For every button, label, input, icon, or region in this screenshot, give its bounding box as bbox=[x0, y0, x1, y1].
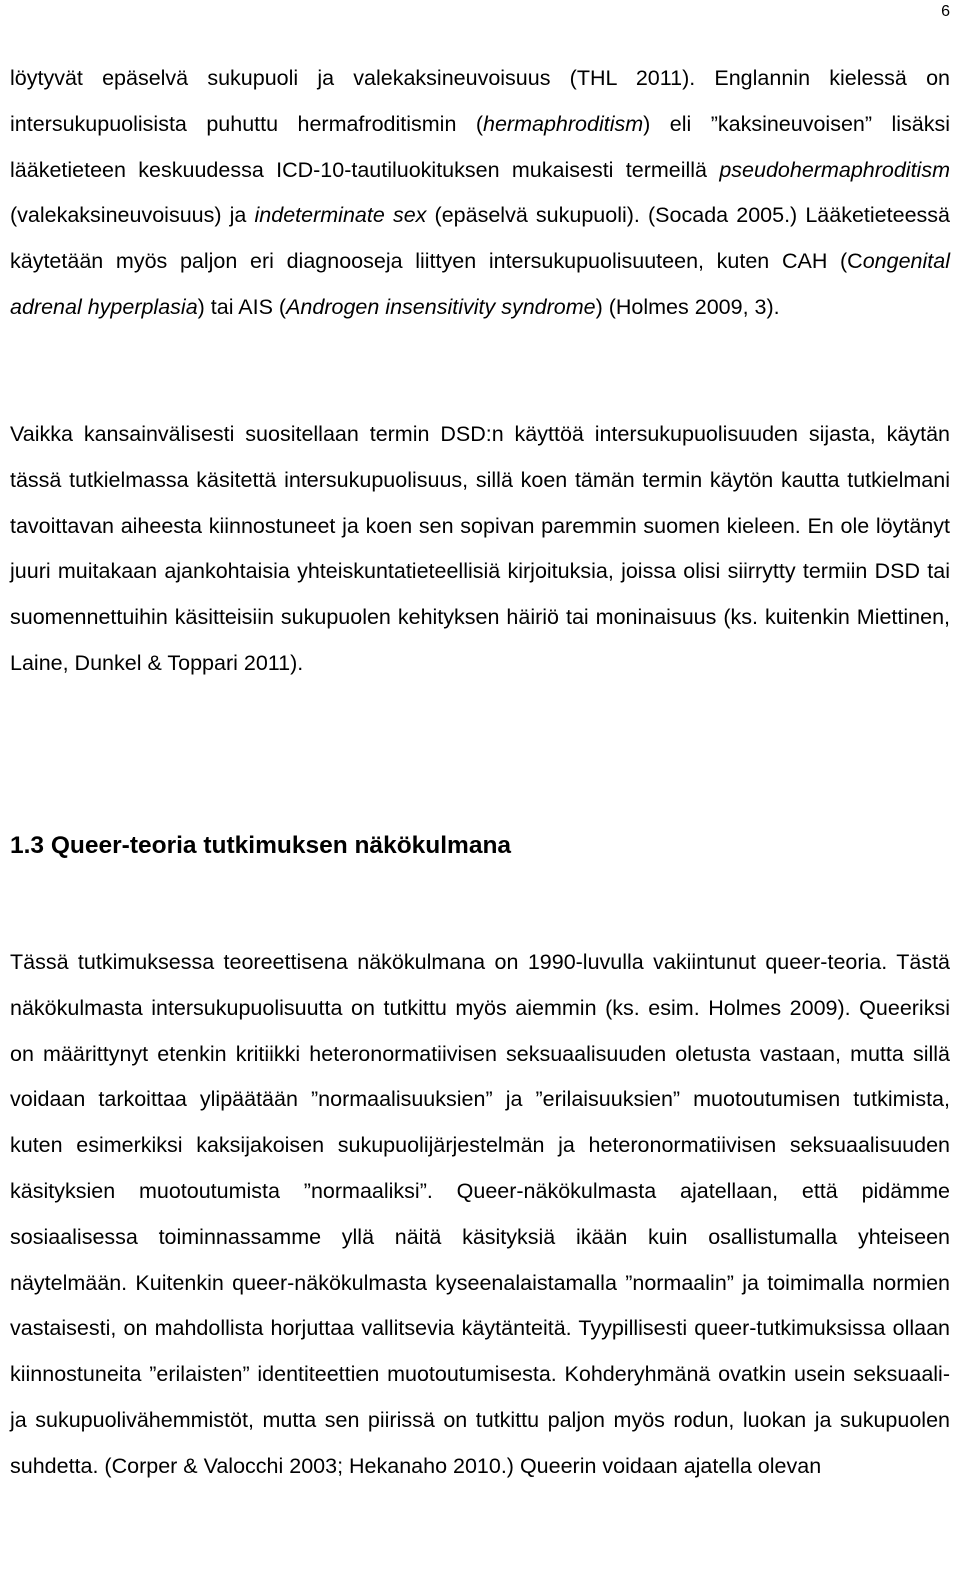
text-segment-italic: Androgen insensitivity syndrome bbox=[286, 294, 596, 319]
section-heading: 1.3 Queer-teoria tutkimuksen näkökulmana bbox=[10, 832, 512, 859]
text-segment-italic: indeterminate sex bbox=[254, 203, 427, 228]
text-segment-italic: ongenital adrenal hyperplasia bbox=[10, 249, 950, 319]
paragraph-dsd-term-choice bbox=[10, 412, 950, 687]
paragraph-queer-theory bbox=[10, 940, 950, 1490]
text-segment: Tässä tutkimuksessa teoreettisena näkökulmana on 1990-luvulla vakiintunut queer-teoria. Tästä näkökulmasta intersukupuolisuutta on tutkittu myös aiemmin (ks. esim. Holmes 2009). Queeriksi on määrittynyt etenkin kritiikki heteronormatiivisen seksuaalisuuden oletusta vastaan, mutta sillä voidaan tarkoittaa ylipäätään ”normaalisuuksien” ja ”erilaisuuksien” muotoutumisen tutkimista, kuten esimerkiksi kaksijakoisen sukupuolijärjestelmän ja heteronormatiivisen seksuaalisuuden käsityksien muotoutumista ”normaaliksi”. Queer-näkökulmasta ajatellaan, että pidämme sosiaalisessa toiminnassamme yllä näitä käsityksiä ikään kuin osallistumalla yhteiseen näytelmään. Kuitenkin queer-näkökulmasta kyseenalaistamalla ”normaalin” ja toimimalla normien vastaisesti, on mahdollista horjuttaa vallitsevia käytänteitä. Tyypillisesti queer-tutkimuksissa ollaan kiinnostuneita ”erilaisten” identiteettien muotoutumisesta. Kohderyhmänä ovatkin usein seksuaali- ja sukupuolivähemmistöt, mutta sen piirissä on tutkittu paljon myös rodun, luokan ja sukupuolen suhdetta. (Corper & Valocchi 2003; Hekanaho 2010.) Queerin voidaan ajatella olevan bbox=[10, 950, 950, 1478]
text-segment-italic: hermaphroditism bbox=[483, 111, 644, 136]
text-segment: (valekaksineuvoisuus) ja bbox=[10, 203, 255, 228]
page-number: 6 bbox=[941, 3, 950, 20]
text-segment: ) tai AIS ( bbox=[197, 294, 287, 319]
text-segment: (epäselvä sukupuoli). (Socada 2005.) Lääketieteessä käytetään myös paljon eri diagnooseja liittyen intersukupuolisuuteen, kuten CAH (C bbox=[10, 203, 950, 274]
text-segment-italic: pseudohermaphroditism bbox=[719, 157, 950, 182]
text-segment: löytyvät epäselvä sukupuoli ja valekaksineuvoisuus (THL 2011). Englannin kielessä on intersukupuolisista puhuttu hermafroditismin ( bbox=[10, 66, 950, 136]
text-segment: ) eli ”kaksineuvoisen” lisäksi lääketieteen keskuudessa ICD-10-tautiluokituksen mukaisesti termeillä bbox=[10, 111, 951, 182]
text-segment: Vaikka kansainvälisesti suositellaan termin DSD:n käyttöä intersukupuolisuuden sijasta, käytän tässä tutkielmassa käsitettä intersukupuolisuus, sillä koen tämän termin käytön kautta tutkielmani tavoittavan aiheesta kiinnostuneet ja koen sen sopivan paremmin suomen kieleen. En ole löytänyt juuri muitakaan ajankohtaisia yhteiskuntatieteellisiä kirjoituksia, joissa olisi siirrytty termiin DSD tai suomennettuihin käsitteisiin sukupuolen kehityksen häiriö tai moninaisuus (ks. kuitenkin Miettinen, Laine, Dunkel & Toppari 2011). bbox=[10, 422, 950, 675]
paragraph-intersex-terminology bbox=[10, 56, 950, 331]
text-segment: ) (Holmes 2009, 3). bbox=[595, 294, 780, 319]
